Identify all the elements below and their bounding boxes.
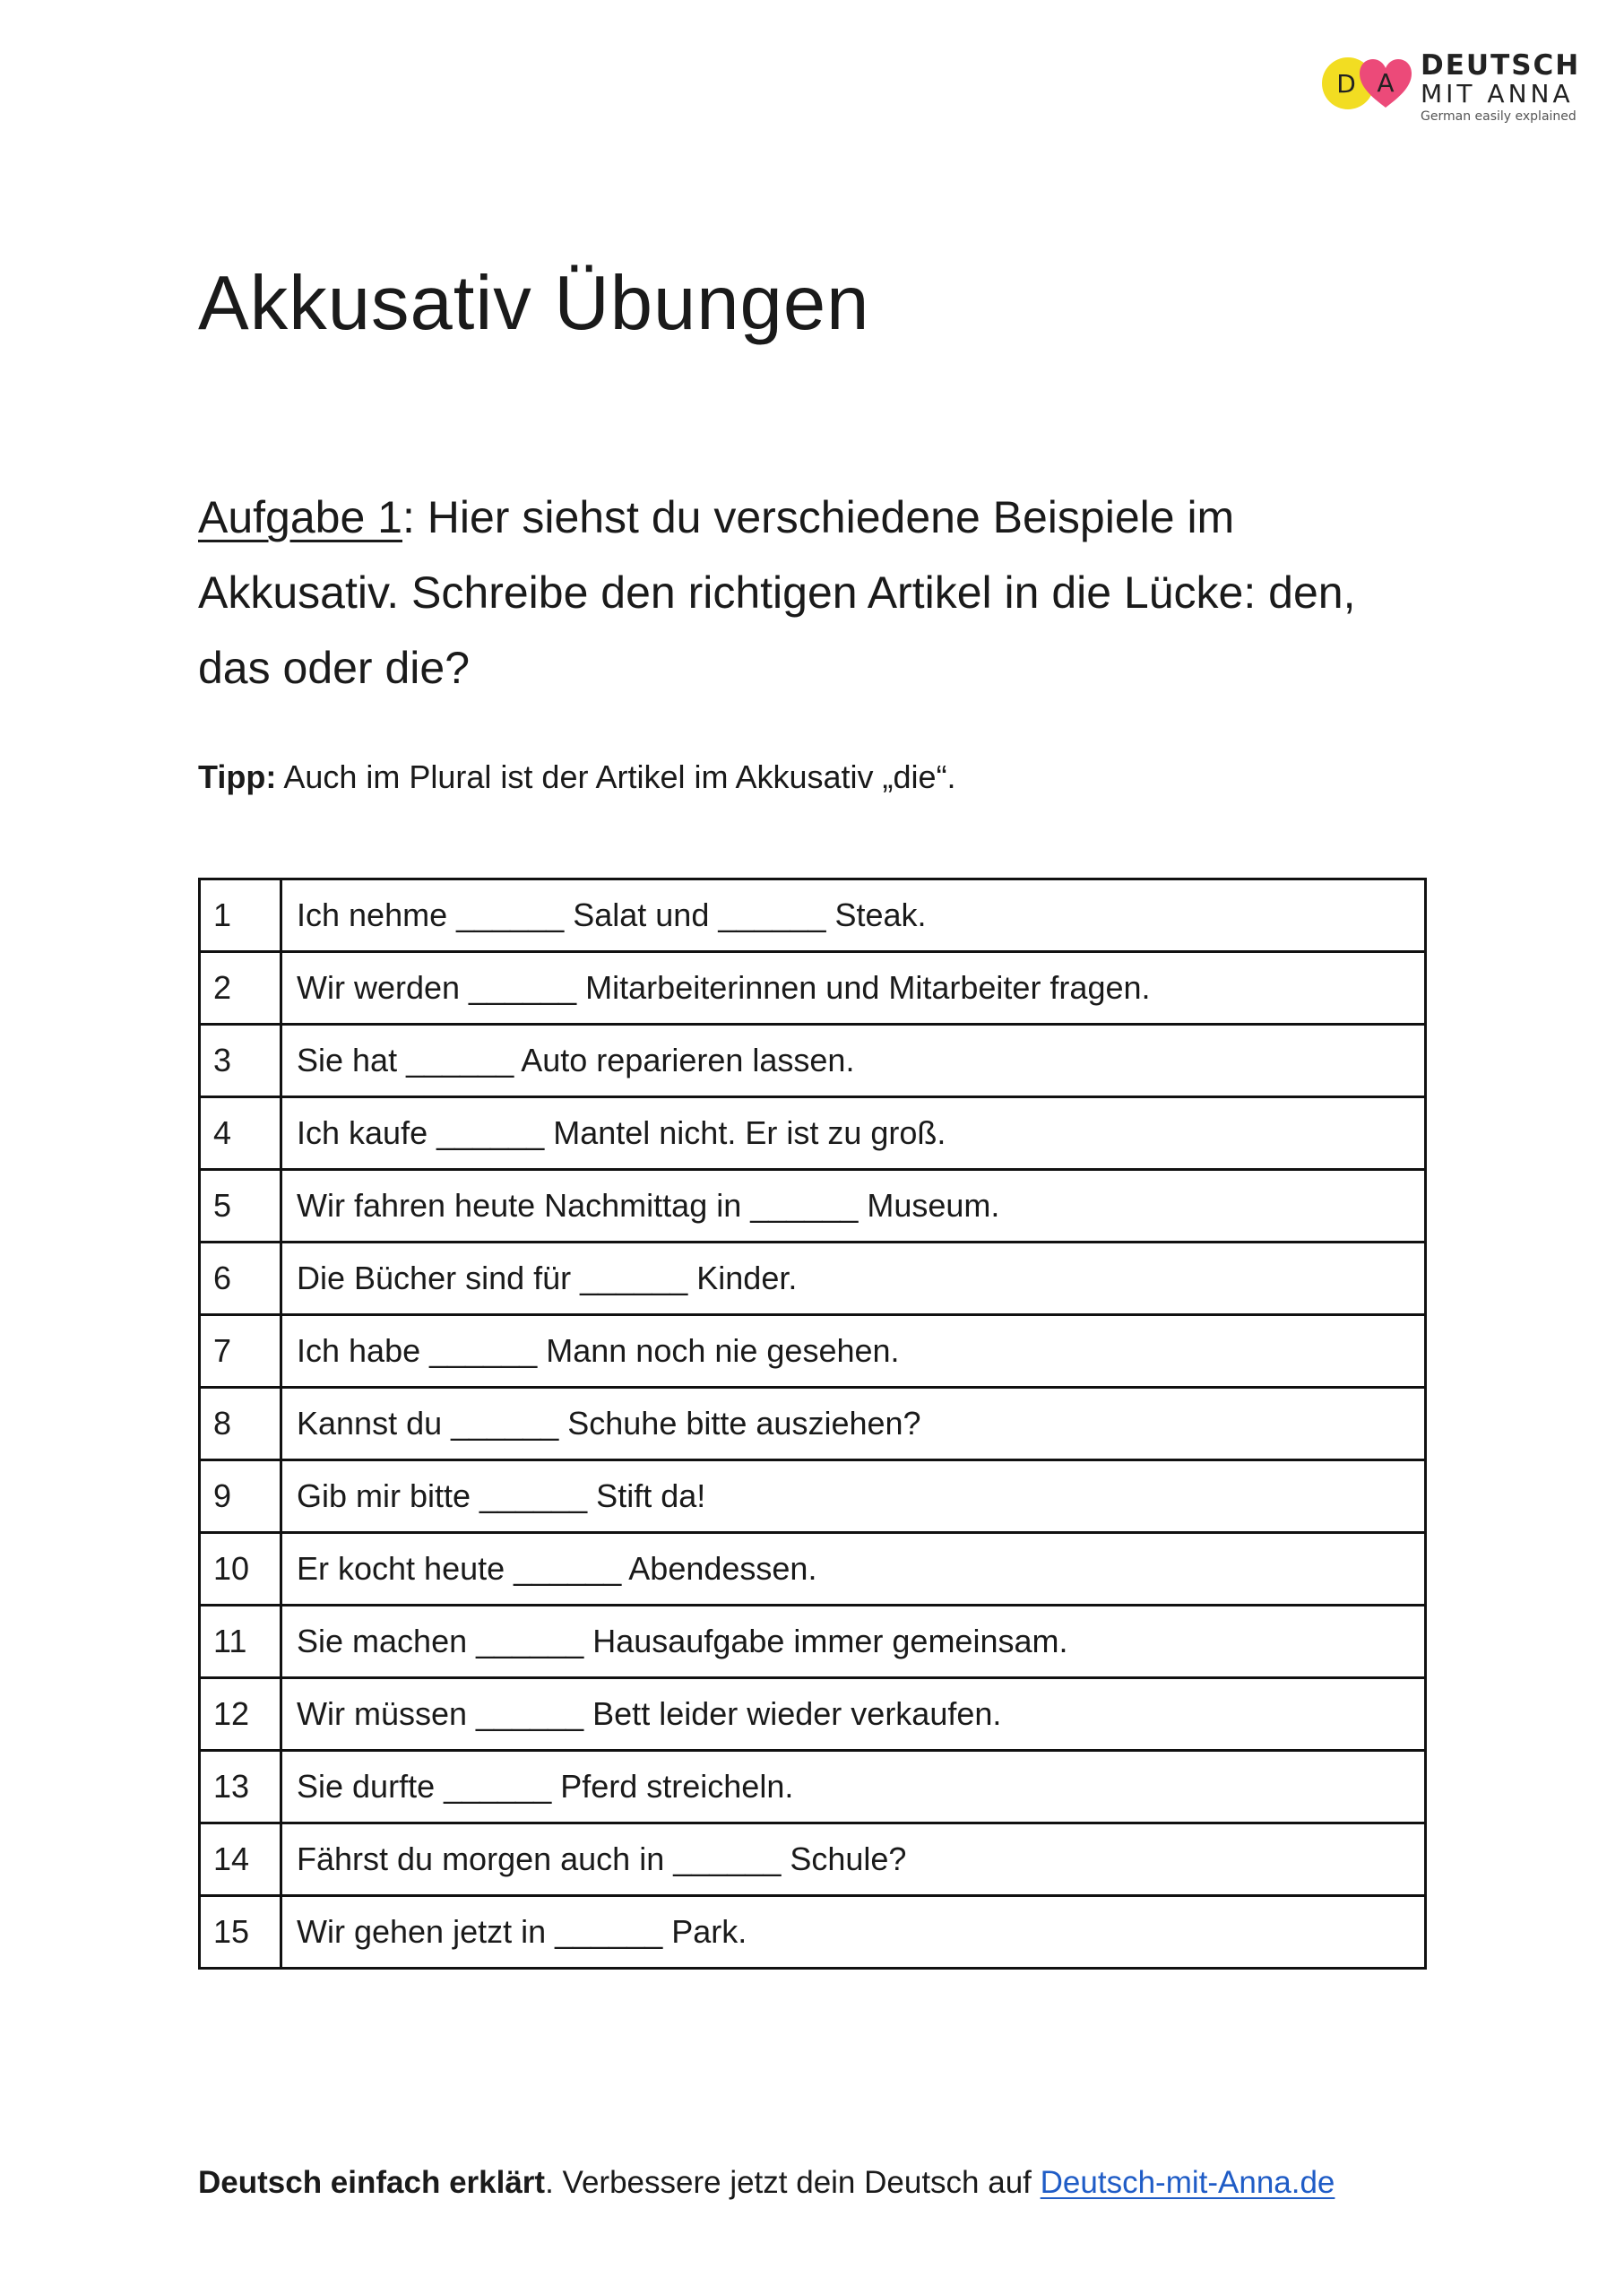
exercise-number: 7 [200,1315,281,1388]
exercise-sentence: Wir werden ______ Mitarbeiterinnen und Mitarbeiter fragen. [281,952,1426,1025]
exercise-sentence: Sie machen ______ Hausaufgabe immer gemeinsam. [281,1606,1426,1678]
exercise-number: 2 [200,952,281,1025]
exercise-sentence: Er kocht heute ______ Abendessen. [281,1533,1426,1606]
exercise-number: 8 [200,1388,281,1460]
exercise-row [200,1243,1426,1315]
exercise-row [200,879,1426,952]
page-title: Akkusativ Übungen [198,261,870,346]
exercise-sentence: Die Bücher sind für ______ Kinder. [281,1243,1426,1315]
brand-logo [1320,49,1581,127]
logo-tagline: German easily explained [1421,109,1576,124]
exercise-row [200,1315,1426,1388]
exercise-sentence: Fährst du morgen auch in ______ Schule? [281,1823,1426,1896]
exercise-sentence: Wir fahren heute Nachmittag in ______ Museum. [281,1170,1426,1243]
exercise-row [200,1388,1426,1460]
tip-text: Auch im Plural ist der Artikel im Akkusativ „die“. [276,758,956,795]
exercise-number: 5 [200,1170,281,1243]
logo-letter-a: A [1377,68,1395,98]
exercise-row [200,1896,1426,1969]
logo-wordmark [1421,49,1581,124]
exercise-number: 11 [200,1606,281,1678]
tip [198,758,956,796]
exercise-row [200,1170,1426,1243]
footer [198,2165,1335,2201]
exercise-sentence: Sie hat ______ Auto reparieren lassen. [281,1025,1426,1097]
exercise-number: 13 [200,1751,281,1823]
task-text: : Hier siehst du verschiedene Beispiele im Akkusativ. Schreibe den richtigen Artikel in die Lücke: den, das oder die? [198,492,1356,693]
exercise-row [200,1678,1426,1751]
exercise-number: 14 [200,1823,281,1896]
exercise-row [200,1097,1426,1170]
exercise-sentence: Sie durfte ______ Pferd streicheln. [281,1751,1426,1823]
exercise-row [200,1533,1426,1606]
exercise-number: 3 [200,1025,281,1097]
exercise-sentence: Wir müssen ______ Bett leider wieder verkaufen. [281,1678,1426,1751]
exercise-number: 10 [200,1533,281,1606]
logo-badge-icon [1320,56,1419,111]
exercise-row [200,1025,1426,1097]
exercise-sentence: Ich nehme ______ Salat und ______ Steak. [281,879,1426,952]
exercise-number: 9 [200,1460,281,1533]
exercise-sentence: Ich habe ______ Mann noch nie gesehen. [281,1315,1426,1388]
exercise-row [200,1460,1426,1533]
exercise-table [198,878,1427,1970]
exercise-number: 15 [200,1896,281,1969]
exercise-number: 4 [200,1097,281,1170]
logo-letter-d: D [1336,69,1356,99]
footer-link[interactable]: Deutsch-mit-Anna.de [1040,2165,1335,2200]
exercise-row [200,1751,1426,1823]
exercise-sentence: Kannst du ______ Schuhe bitte ausziehen? [281,1388,1426,1460]
footer-text: . Verbessere jetzt dein Deutsch auf [545,2165,1041,2200]
footer-bold: Deutsch einfach erklärt [198,2165,546,2200]
logo-brand-line1: DEUTSCH [1421,49,1581,82]
exercise-number: 6 [200,1243,281,1315]
exercise-sentence: Gib mir bitte ______ Stift da! [281,1460,1426,1533]
logo-brand-line2: MIT ANNA [1421,79,1574,108]
exercise-row [200,952,1426,1025]
tip-label: Tipp: [198,758,277,795]
task-instructions [198,480,1435,706]
task-label: Aufgabe 1 [198,492,402,542]
exercise-row [200,1823,1426,1896]
exercise-row [200,1606,1426,1678]
exercise-sentence: Wir gehen jetzt in ______ Park. [281,1896,1426,1969]
exercise-number: 1 [200,879,281,952]
exercise-sentence: Ich kaufe ______ Mantel nicht. Er ist zu groß. [281,1097,1426,1170]
exercise-number: 12 [200,1678,281,1751]
